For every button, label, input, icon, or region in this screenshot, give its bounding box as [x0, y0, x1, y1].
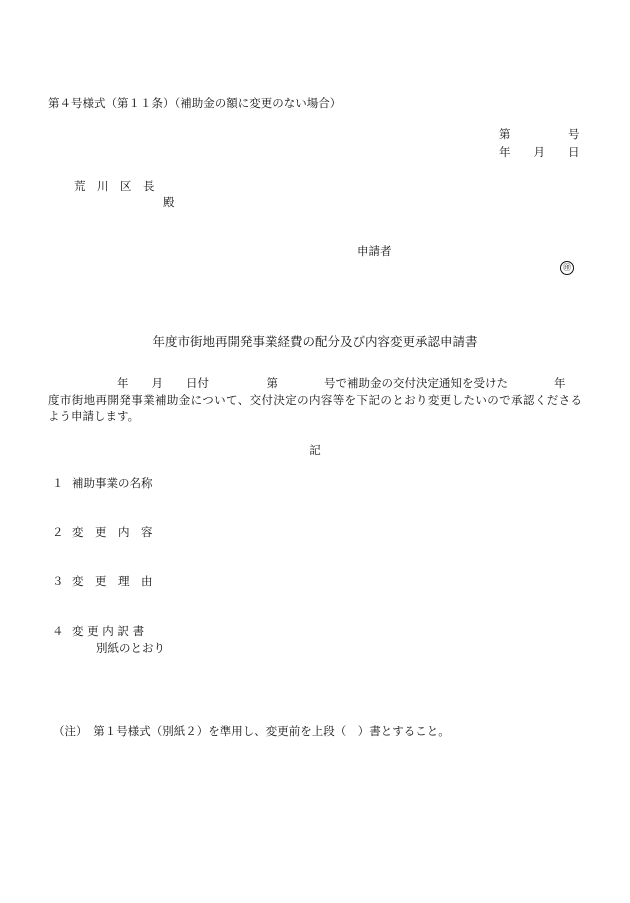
- item-number: １: [52, 476, 64, 490]
- applicant-label: 申請者: [357, 244, 392, 258]
- document-date-line: 年 月 日: [499, 145, 580, 159]
- item-label: 変 更 理 由: [72, 574, 153, 588]
- form-number-label: 第４号様式（第１１条）（補助金の額に変更のない場合）: [48, 96, 342, 110]
- item-label: 変 更 内 容: [72, 525, 153, 539]
- body-line-1: 年 月 日付 第 号で補助金の交付決定通知を受けた 年: [48, 376, 566, 390]
- body-paragraph: [48, 378, 582, 428]
- item-number: ４: [52, 624, 64, 638]
- body-line-2: 度市街地再開発事業補助金について、交付決定の内容等を下記のとおり変更したいので承認くださる: [48, 392, 582, 407]
- seal-mark: ㊞: [560, 261, 574, 275]
- item-sub-text: 別紙のとおり: [96, 641, 165, 655]
- item-label: 補助事業の名称: [72, 476, 153, 490]
- addressee-honorific: 殿: [163, 195, 175, 209]
- document-number-line: 第 号: [499, 127, 580, 141]
- addressee-name: 荒 川 区 長: [74, 179, 155, 193]
- item-label: 変 更 内 訳 書: [72, 624, 145, 638]
- document-title: 年度市街地再開発事業経費の配分及び内容変更承認申請書: [152, 334, 478, 349]
- item-number: ３: [52, 574, 64, 588]
- item-number: ２: [52, 525, 64, 539]
- body-line-3: よう申請します。: [48, 409, 140, 423]
- ki-heading: 記: [309, 443, 321, 457]
- footnote: （注） 第１号様式（別紙２）を準用し、変更前を上段（ ）書とすること。: [53, 724, 450, 738]
